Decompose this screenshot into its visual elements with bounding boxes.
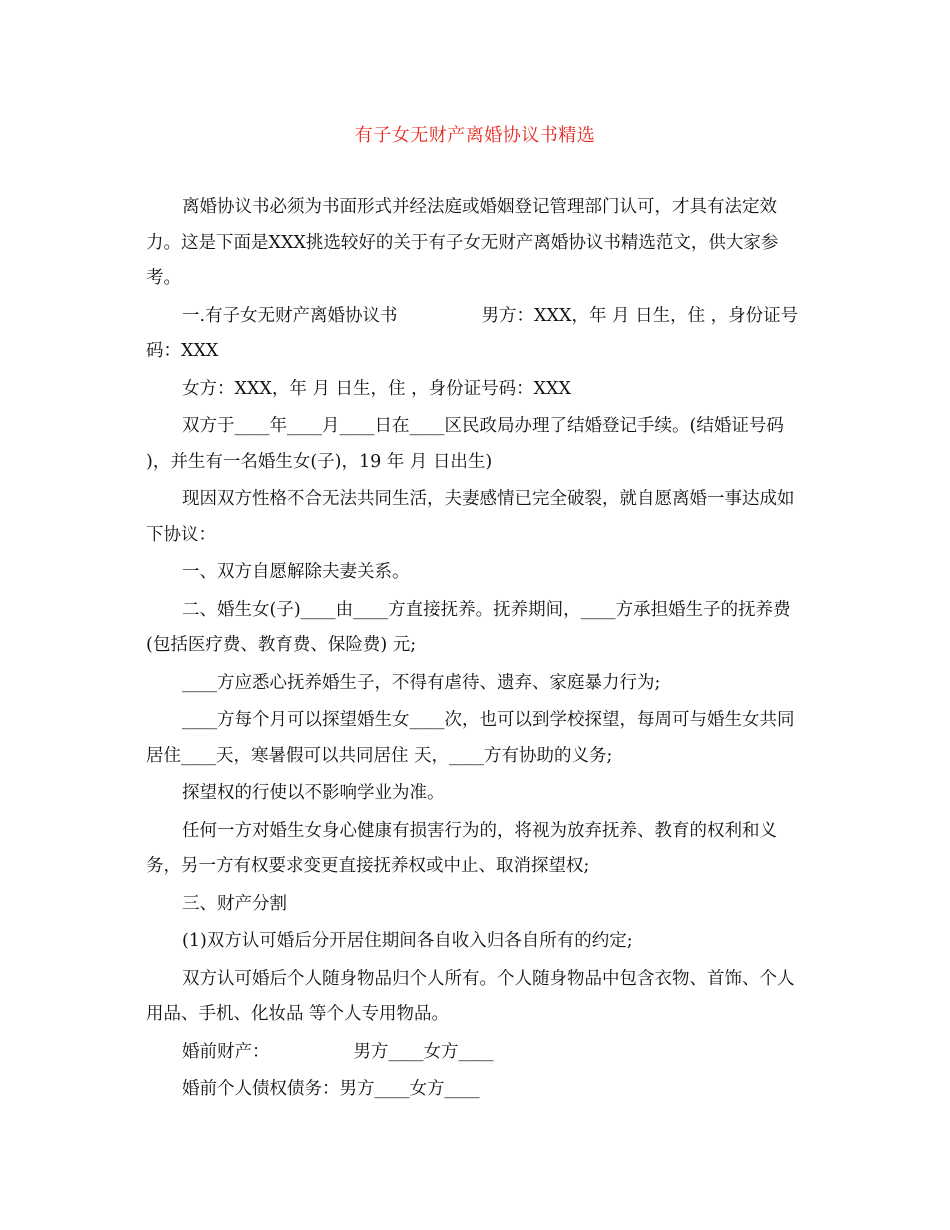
paragraph-marriage-registration: 双方于____年____月____日在____区民政局办理了结婚登记手续。(结婚证号码 )，并生有一名婚生女(子)，19 年 月 日出生)	[146, 416, 784, 472]
section-heading: 一.有子女无财产离婚协议书	[182, 305, 398, 326]
document-title: 有子女无财产离婚协议书精选	[354, 125, 596, 146]
paragraph-clause-one: 一、双方自愿解除夫妻关系。	[182, 562, 410, 582]
paragraph-visitation: ____方每个月可以探望婚生女____次，也可以到学校探望，每周可与婚生女共同居住____天，寒暑假可以共同居住 天，____方有协助的义务;	[146, 710, 795, 766]
paragraph-custody-duty: ____方应悉心抚养婚生子，不得有虐待、遗弃、家庭暴力行为;	[182, 672, 661, 693]
paragraph-personal-items: 双方认可婚后个人随身物品归个人所有。个人随身物品中包含衣物、首饰、个人用品、手机、化妆品 等个人专用物品。	[146, 968, 795, 1024]
paragraph-wife-info: 女方：XXX，年 月 日生，住 ，身份证号码：XXX	[182, 378, 571, 399]
document-body	[146, 190, 811, 1110]
paragraph-harm-clause: 任何一方对婚生女身心健康有损害行为的，将视为放弃抚养、教育的权利和义务，另一方有权要求变更直接抚养权或中止、取消探望权;	[146, 820, 777, 876]
paragraph-clause-three: 三、财产分割	[182, 893, 287, 914]
husband-info: 男方：XXX，年 月 日生，住 ，身份证号码：XXX	[146, 305, 799, 361]
paragraph-divorce-reason: 现因双方性格不合无法共同生活，夫妻感情已完全破裂，就自愿离婚一事达成如下协议：	[146, 489, 795, 545]
paragraph-income-agreement: (1)双方认可婚后分开居住期间各自收入归各自所有的约定;	[182, 931, 633, 951]
paragraph-clause-two: 二、婚生女(子)____由____方直接抚养。抚养期间，____方承担婚生子的抚养费(包括医疗费、教育费、保险费) 元;	[146, 599, 791, 655]
premarital-property-label: 婚前财产：	[182, 1041, 270, 1062]
premarital-property-values: 男方____女方____	[353, 1041, 494, 1062]
paragraph-premarital-property	[146, 1035, 811, 1071]
paragraph-intro: 离婚协议书必须为书面形式并经法庭或婚姻登记管理部门认可，才具有法定效力。这是下面是XXX挑选较好的关于有子女无财产离婚协议书精选范文，供大家参考。	[146, 197, 779, 288]
paragraph-visitation-rule: 探望权的行使以不影响学业为准。	[182, 783, 445, 803]
paragraph-section-heading-and-husband	[146, 299, 811, 370]
paragraph-premarital-debts: 婚前个人债权债务：男方____女方____	[182, 1079, 480, 1099]
